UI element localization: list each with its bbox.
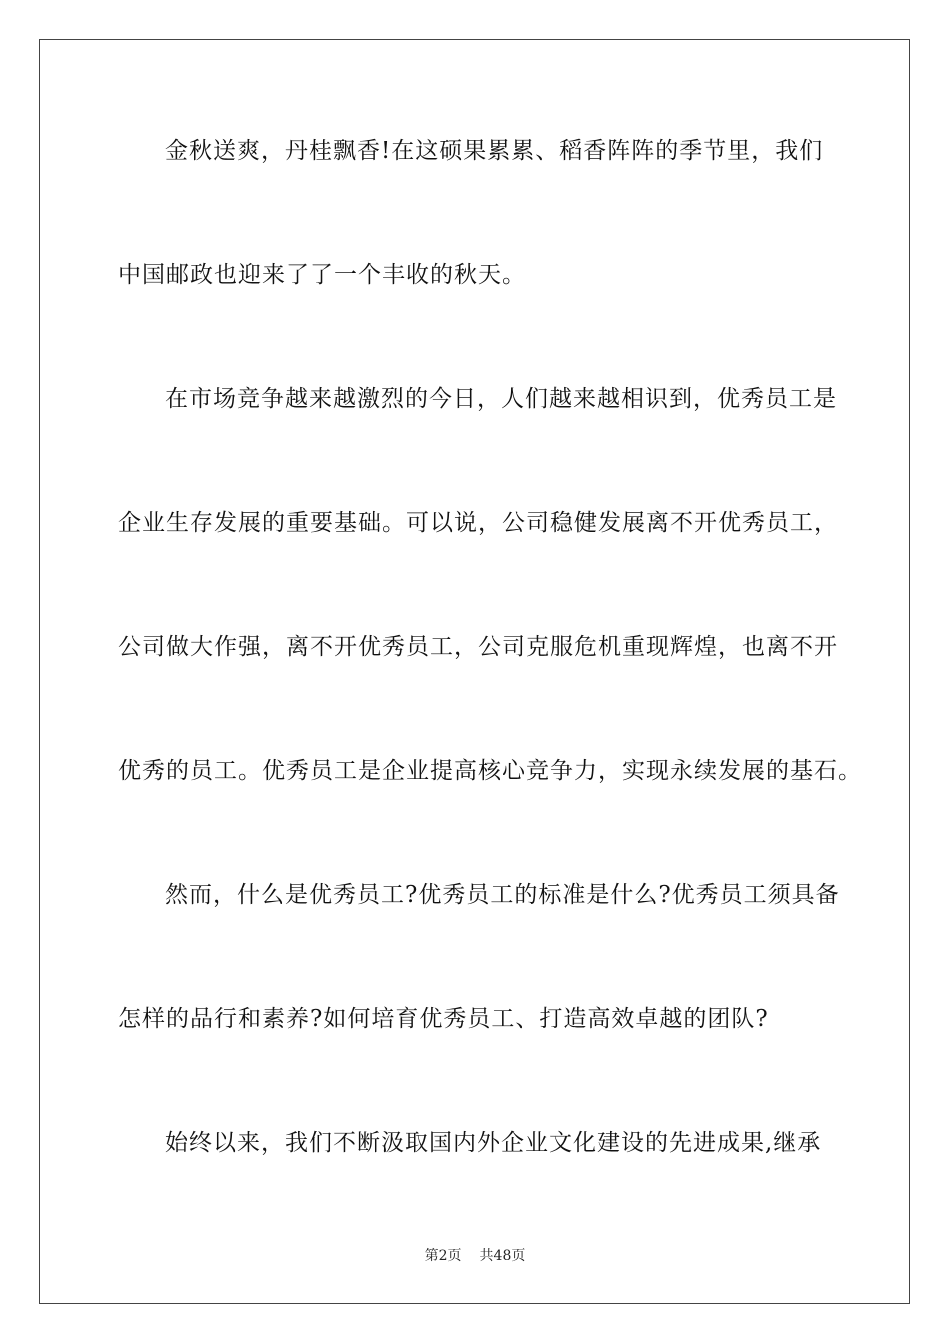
paragraph-line: 怎样的品行和素养?如何培育优秀员工、打造高效卓越的团队? [118, 1006, 769, 1032]
paragraph-line: 中国邮政也迎来了了一个丰收的秋天。 [118, 262, 526, 288]
page-border [39, 39, 910, 1304]
page-footer [0, 1247, 950, 1265]
paragraph-line: 在市场竞争越来越激烈的今日，人们越来越相识到，优秀员工是 [165, 386, 837, 412]
total-pages: 共48页 [479, 1248, 526, 1264]
page-number: 第2页 [424, 1248, 462, 1264]
paragraph-line: 金秋送爽，丹桂飘香!在这硕果累累、稻香阵阵的季节里，我们 [165, 138, 824, 164]
paragraph-line: 始终以来，我们不断汲取国内外企业文化建设的先进成果,继承 [165, 1130, 822, 1156]
paragraph-line: 优秀的员工。优秀员工是企业提高核心竞争力，实现永续发展的基石。 [118, 758, 862, 784]
paragraph-line: 然而，什么是优秀员工?优秀员工的标准是什么?优秀员工须具备 [165, 882, 840, 908]
paragraph-line: 公司做大作强，离不开优秀员工，公司克服危机重现辉煌，也离不开 [118, 634, 838, 660]
paragraph-line: 企业生存发展的重要基础。可以说，公司稳健发展离不开优秀员工， [118, 510, 838, 536]
